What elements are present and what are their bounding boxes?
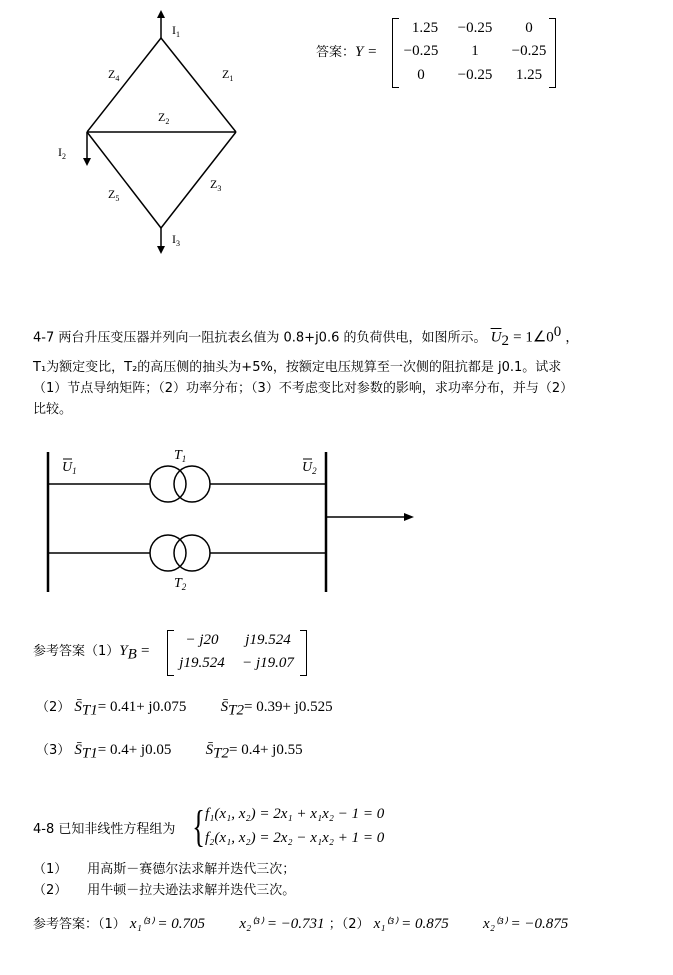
problem-4-7-line2: T₁为额定变比，T₂的高压侧的抽头为+5%，按额定电压规算至一次侧的阻抗都是 j0.1。试求 [33,360,562,375]
answer-4-7-part3: （3） $S̄_{T1}= 0.4+ j0.05$ $S̄_{T2}= 0.4+ j0.55$ [36,742,303,762]
answer-4-8: 参考答案：（1） x₁⁽³⁾ = 0.705 x₂⁽³⁾ = −0.731 ；（2） x₁⁽³⁾ = 0.875 x₂⁽³⁾ = −0.875 [33,916,569,932]
equation-2: f₂(x₁, x₂) = 2x₂ − x₁x₂ + 1 = 0 [205,830,385,846]
arrow-up-icon [157,10,165,18]
problem-4-8-intro: 4-8 已知非线性方程组为 [33,822,176,837]
problem-4-8-item2: （2） 用牛顿－拉夫逊法求解并迭代三次。 [33,883,296,898]
matrix-cell: 0 [417,67,425,83]
answer-1-label: 答案：Y = [316,44,378,60]
problem-4-8-item1: （1） 用高斯－赛德尔法求解并迭代三次； [33,862,296,877]
matrix-cell: 0 [525,20,533,36]
answer-4-7-part1: 参考答案$(1)Y_B$ = [33,643,150,663]
label-u2: $U_2$ [302,460,317,476]
label-z5: $Z_5$ [108,187,120,203]
network-diagram [0,0,300,270]
matrix-cell: − j19.07 [242,655,294,671]
matrix-cell: 1 [471,43,479,59]
problem-4-7-line4: 比较。 [33,402,73,417]
admittance-matrix [167,630,307,676]
matrix-cell: −0.25 [457,67,493,83]
label-z2: $Z_2$ [158,110,170,126]
matrix-cell: − j20 [185,632,219,648]
label-i1: $I_1$ [172,23,180,39]
label-t1: $T_1$ [174,448,187,464]
transformer-circuit [0,440,430,605]
problem-4-7-line1: 4-7 两台升压变压器并列向一阻抗表幺值为 0.8+j0.6 的负荷供电，如图所示。 $\overline{U}_2$ = $1\angle 0^0$ ， [33,324,579,349]
matrix-cell: 1.25 [411,20,439,36]
label-i3: $I_3$ [172,232,180,248]
matrix-cell: 1.25 [515,67,543,83]
matrix-cell: j19.524 [245,632,291,648]
matrix-cell: j19.524 [179,655,225,671]
label-u1: $U_1$ [62,460,77,476]
load-arrow-icon [404,513,414,521]
answer-4-7-part2: （2） $S̄_{T1}= 0.41+ j0.075$ $S̄_{T2}= 0.39+ j0.525$ [36,699,333,719]
arrow-down-icon [83,158,91,166]
brace: { [192,802,205,851]
matrix-cell: −0.25 [457,20,493,36]
arrow-down-icon [157,246,165,254]
answer-1-matrix [392,18,556,88]
label-z1: $Z_1$ [222,67,234,83]
problem-4-7-line3: （1）节点导纳矩阵；（2）功率分布；（3）不考虑变比对参数的影响，求功率分布，并与（2） [33,381,574,396]
label-z4: $Z_4$ [108,67,120,83]
label-t2: $T_2$ [174,576,187,592]
matrix-cell: −0.25 [511,43,547,59]
label-i2: $I_2$ [58,145,66,161]
matrix-cell: −0.25 [403,43,439,59]
label-z3: $Z_3$ [210,177,222,193]
equation-1: f₁(x₁, x₂) = 2x₁ + x₁x₂ − 1 = 0 [205,806,385,822]
